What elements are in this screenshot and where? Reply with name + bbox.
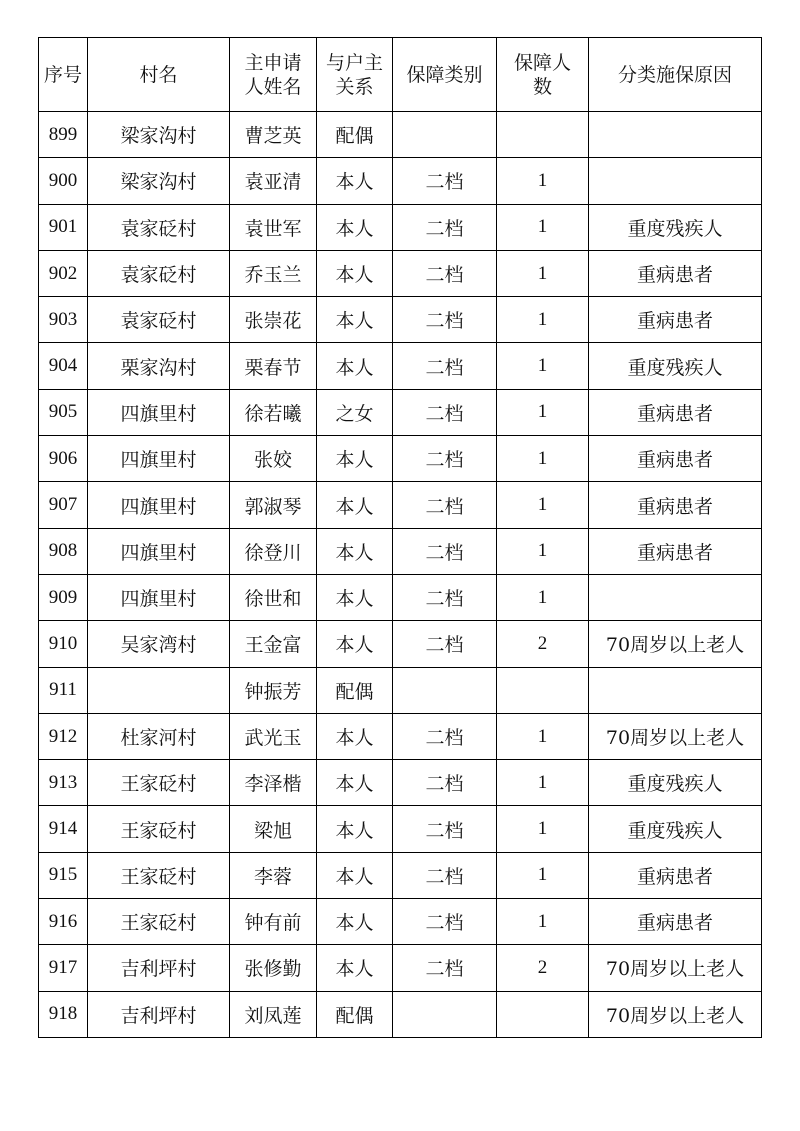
cell-village: 吉利坪村 [88, 991, 230, 1037]
cell-count: 1 [497, 574, 589, 620]
cell-count: 1 [497, 250, 589, 296]
cell-relation: 本人 [317, 482, 393, 528]
cell-applicant: 武光玉 [230, 713, 317, 759]
cell-count: 1 [497, 760, 589, 806]
cell-count: 1 [497, 297, 589, 343]
cell-seq: 899 [39, 112, 88, 158]
cell-relation: 配偶 [317, 667, 393, 713]
header-relation: 与户主关系 [317, 38, 393, 112]
cell-seq: 903 [39, 297, 88, 343]
cell-village [88, 667, 230, 713]
cell-village: 杜家河村 [88, 713, 230, 759]
cell-reason: 重病患者 [589, 250, 762, 296]
cell-category: 二档 [393, 482, 497, 528]
cell-applicant: 钟振芳 [230, 667, 317, 713]
header-village: 村名 [88, 38, 230, 112]
cell-seq: 904 [39, 343, 88, 389]
table-row [39, 667, 762, 713]
cell-seq: 918 [39, 991, 88, 1037]
cell-applicant: 李蓉 [230, 852, 317, 898]
cell-category: 二档 [393, 528, 497, 574]
cell-village: 袁家砭村 [88, 297, 230, 343]
cell-reason: 重病患者 [589, 436, 762, 482]
cell-village: 四旗里村 [88, 482, 230, 528]
cell-relation: 配偶 [317, 112, 393, 158]
cell-applicant: 徐若曦 [230, 389, 317, 435]
table-row [39, 806, 762, 852]
cell-reason: 70周岁以上老人 [589, 621, 762, 667]
cell-village: 四旗里村 [88, 574, 230, 620]
table-row [39, 760, 762, 806]
cell-reason [589, 112, 762, 158]
cell-count: 1 [497, 343, 589, 389]
cell-village: 王家砭村 [88, 806, 230, 852]
cell-applicant: 张姣 [230, 436, 317, 482]
cell-reason: 重病患者 [589, 852, 762, 898]
cell-applicant: 李泽楷 [230, 760, 317, 806]
table-row [39, 991, 762, 1037]
cell-seq: 913 [39, 760, 88, 806]
cell-applicant: 王金富 [230, 621, 317, 667]
header-reason: 分类施保原因 [589, 38, 762, 112]
cell-village: 王家砭村 [88, 852, 230, 898]
cell-count [497, 667, 589, 713]
cell-applicant: 梁旭 [230, 806, 317, 852]
table-row [39, 389, 762, 435]
cell-reason: 重病患者 [589, 297, 762, 343]
table-row [39, 713, 762, 759]
cell-relation: 本人 [317, 297, 393, 343]
cell-relation: 本人 [317, 621, 393, 667]
cell-seq: 916 [39, 899, 88, 945]
cell-category: 二档 [393, 574, 497, 620]
cell-count: 1 [497, 204, 589, 250]
cell-reason: 70周岁以上老人 [589, 991, 762, 1037]
cell-village: 梁家沟村 [88, 112, 230, 158]
cell-category [393, 667, 497, 713]
cell-village: 王家砭村 [88, 760, 230, 806]
cell-village: 四旗里村 [88, 436, 230, 482]
cell-applicant: 曹芝英 [230, 112, 317, 158]
cell-count: 1 [497, 158, 589, 204]
cell-applicant: 刘凤莲 [230, 991, 317, 1037]
cell-relation: 本人 [317, 343, 393, 389]
cell-relation: 本人 [317, 713, 393, 759]
table-row [39, 482, 762, 528]
cell-relation: 本人 [317, 852, 393, 898]
cell-count: 1 [497, 482, 589, 528]
table-row [39, 574, 762, 620]
cell-category: 二档 [393, 389, 497, 435]
cell-reason: 重度残疾人 [589, 760, 762, 806]
cell-seq: 909 [39, 574, 88, 620]
header-count: 保障人数 [497, 38, 589, 112]
cell-reason: 重病患者 [589, 482, 762, 528]
cell-relation: 本人 [317, 204, 393, 250]
roster-table [38, 37, 762, 1038]
cell-reason: 重度残疾人 [589, 806, 762, 852]
cell-applicant: 栗春节 [230, 343, 317, 389]
cell-relation: 本人 [317, 760, 393, 806]
cell-reason: 重病患者 [589, 389, 762, 435]
cell-category: 二档 [393, 806, 497, 852]
cell-applicant: 徐世和 [230, 574, 317, 620]
cell-seq: 905 [39, 389, 88, 435]
cell-count: 1 [497, 528, 589, 574]
table-row [39, 250, 762, 296]
cell-relation: 之女 [317, 389, 393, 435]
table-row [39, 436, 762, 482]
cell-reason [589, 574, 762, 620]
cell-village: 四旗里村 [88, 389, 230, 435]
cell-seq: 907 [39, 482, 88, 528]
cell-category [393, 991, 497, 1037]
table-row [39, 158, 762, 204]
cell-category: 二档 [393, 621, 497, 667]
cell-category: 二档 [393, 713, 497, 759]
table-row [39, 528, 762, 574]
table-row [39, 899, 762, 945]
cell-category: 二档 [393, 760, 497, 806]
cell-category: 二档 [393, 436, 497, 482]
table-row [39, 204, 762, 250]
cell-village: 吴家湾村 [88, 621, 230, 667]
cell-reason: 重度残疾人 [589, 343, 762, 389]
cell-relation: 本人 [317, 436, 393, 482]
table-row [39, 343, 762, 389]
cell-applicant: 张崇花 [230, 297, 317, 343]
cell-count [497, 112, 589, 158]
cell-seq: 910 [39, 621, 88, 667]
header-row [39, 38, 762, 112]
cell-count: 1 [497, 806, 589, 852]
cell-relation: 本人 [317, 899, 393, 945]
header-seq: 序号 [39, 38, 88, 112]
cell-relation: 本人 [317, 574, 393, 620]
cell-seq: 914 [39, 806, 88, 852]
cell-category: 二档 [393, 343, 497, 389]
cell-seq: 900 [39, 158, 88, 204]
cell-applicant: 郭淑琴 [230, 482, 317, 528]
cell-seq: 901 [39, 204, 88, 250]
cell-applicant: 徐登川 [230, 528, 317, 574]
cell-category: 二档 [393, 852, 497, 898]
cell-seq: 912 [39, 713, 88, 759]
cell-applicant: 袁世军 [230, 204, 317, 250]
header-applicant: 主申请人姓名 [230, 38, 317, 112]
table-row [39, 112, 762, 158]
cell-seq: 915 [39, 852, 88, 898]
cell-reason: 重病患者 [589, 528, 762, 574]
cell-village: 吉利坪村 [88, 945, 230, 991]
cell-reason: 70周岁以上老人 [589, 713, 762, 759]
cell-seq: 917 [39, 945, 88, 991]
cell-applicant: 钟有前 [230, 899, 317, 945]
table-row [39, 945, 762, 991]
cell-relation: 本人 [317, 528, 393, 574]
cell-seq: 902 [39, 250, 88, 296]
cell-category: 二档 [393, 158, 497, 204]
table-row [39, 621, 762, 667]
cell-applicant: 袁亚清 [230, 158, 317, 204]
cell-relation: 本人 [317, 806, 393, 852]
cell-category: 二档 [393, 204, 497, 250]
cell-count: 1 [497, 436, 589, 482]
table-row [39, 852, 762, 898]
cell-relation: 本人 [317, 945, 393, 991]
cell-count: 2 [497, 621, 589, 667]
cell-category: 二档 [393, 297, 497, 343]
cell-village: 栗家沟村 [88, 343, 230, 389]
cell-reason: 70周岁以上老人 [589, 945, 762, 991]
cell-category: 二档 [393, 250, 497, 296]
cell-applicant: 乔玉兰 [230, 250, 317, 296]
cell-count: 2 [497, 945, 589, 991]
cell-category: 二档 [393, 899, 497, 945]
cell-reason: 重病患者 [589, 899, 762, 945]
cell-category: 二档 [393, 945, 497, 991]
cell-relation: 本人 [317, 158, 393, 204]
cell-applicant: 张修勤 [230, 945, 317, 991]
cell-reason [589, 158, 762, 204]
cell-village: 四旗里村 [88, 528, 230, 574]
cell-category [393, 112, 497, 158]
cell-count: 1 [497, 713, 589, 759]
cell-seq: 906 [39, 436, 88, 482]
cell-count: 1 [497, 899, 589, 945]
header-category: 保障类别 [393, 38, 497, 112]
cell-reason [589, 667, 762, 713]
cell-village: 梁家沟村 [88, 158, 230, 204]
cell-village: 袁家砭村 [88, 250, 230, 296]
cell-village: 袁家砭村 [88, 204, 230, 250]
cell-reason: 重度残疾人 [589, 204, 762, 250]
table-body [39, 112, 762, 1038]
cell-relation: 本人 [317, 250, 393, 296]
cell-village: 王家砭村 [88, 899, 230, 945]
cell-count: 1 [497, 852, 589, 898]
cell-seq: 911 [39, 667, 88, 713]
cell-count: 1 [497, 389, 589, 435]
cell-count [497, 991, 589, 1037]
cell-seq: 908 [39, 528, 88, 574]
cell-relation: 配偶 [317, 991, 393, 1037]
table-row [39, 297, 762, 343]
